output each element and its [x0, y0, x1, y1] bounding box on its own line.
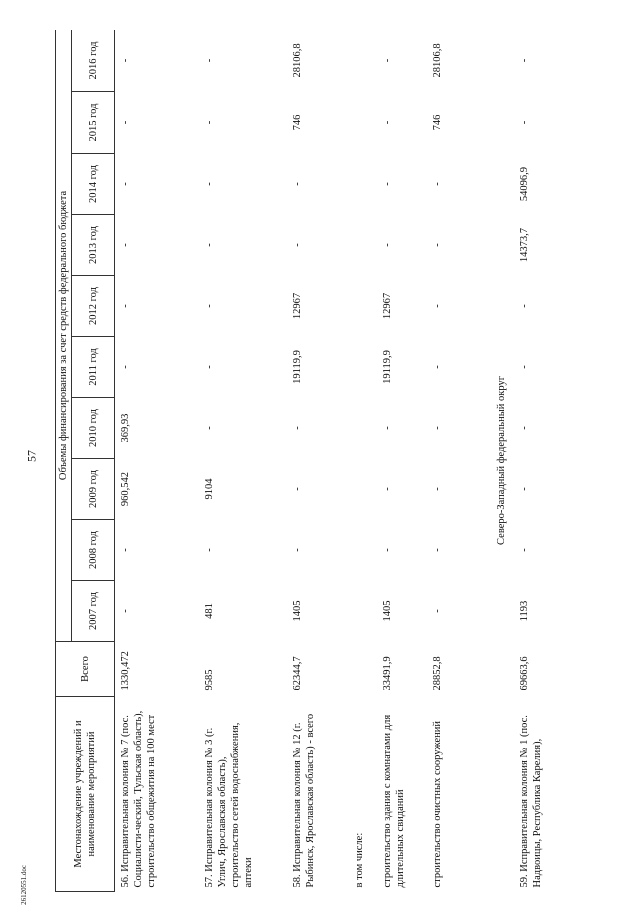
table-row — [351, 30, 377, 892]
year-cell: - — [381, 58, 393, 63]
year-header: 2007 год — [72, 581, 115, 642]
table-row — [287, 30, 351, 892]
year-cell: - — [431, 304, 443, 308]
year-cell: - — [203, 243, 215, 247]
rotated-table-container — [55, 30, 615, 892]
year-cell: - — [381, 426, 393, 430]
year-cell: 369,93 — [120, 413, 132, 443]
year-cell: 14373,7 — [518, 227, 530, 263]
year-cell: - — [291, 182, 303, 186]
year-header: 2009 год — [72, 459, 115, 520]
year-cell: - — [518, 548, 530, 552]
year-cell: - — [120, 304, 132, 308]
table-row — [199, 30, 287, 892]
year-cell: - — [431, 548, 443, 552]
table-row — [514, 30, 570, 892]
year-header: 2014 год — [72, 154, 115, 215]
year-cell: 28106,8 — [291, 43, 303, 78]
year-header: 2013 год — [72, 215, 115, 276]
page-number: 57 — [24, 450, 39, 462]
region-heading: Северо-Западный федеральный округ — [495, 375, 507, 545]
year-cell: - — [120, 365, 132, 369]
year-cell: - — [381, 243, 393, 247]
row-name: 56. Исправительная колония № 7 (пос. Социалисти-ческий, Тульская область), строительство общежития на 100 мест — [120, 710, 158, 888]
year-cell: - — [203, 182, 215, 186]
year-cell: - — [291, 487, 303, 491]
year-header: 2016 год — [72, 30, 115, 92]
year-cell: 19119,9 — [291, 350, 303, 384]
table-row — [115, 30, 199, 892]
year-cell: 1405 — [381, 600, 393, 622]
year-cell: 12967 — [381, 292, 393, 320]
header-total: Всего — [56, 642, 115, 697]
year-header: 2010 год — [72, 398, 115, 459]
year-cell: 1405 — [291, 600, 303, 622]
table-row — [377, 30, 427, 892]
year-cell: - — [381, 487, 393, 491]
year-cell: - — [431, 365, 443, 369]
year-cell: - — [431, 487, 443, 491]
row-name: строительство здания с комнатами для длительных свиданий — [381, 714, 406, 888]
year-cell: - — [518, 304, 530, 308]
year-cell: 1193 — [518, 600, 530, 622]
year-cell: - — [120, 58, 132, 63]
year-cell: - — [203, 365, 215, 369]
row-total: 28852,8 — [431, 656, 443, 691]
footer-file-code: 26120551.doc — [20, 865, 28, 905]
year-cell: 481 — [203, 603, 215, 619]
row-total: 33491,9 — [381, 656, 393, 691]
year-header: 2015 год — [72, 92, 115, 154]
year-cell: - — [381, 548, 393, 552]
year-cell: 960,542 — [120, 471, 132, 507]
year-cell: - — [381, 182, 393, 186]
year-cell: 746 — [431, 114, 443, 131]
row-total: 62344,7 — [291, 656, 303, 691]
row-name: строительство очистных сооружений — [431, 721, 443, 888]
year-cell: 12967 — [291, 292, 303, 320]
table-row — [427, 30, 489, 892]
header-federal-budget: Объемы финансирования за счет средств федерального бюджета — [56, 30, 72, 642]
year-cell: - — [518, 58, 530, 63]
document-page — [55, 30, 615, 892]
row-total — [351, 642, 377, 697]
year-cell: - — [431, 426, 443, 430]
year-cell: - — [203, 120, 215, 125]
year-cell: - — [120, 243, 132, 247]
year-cell: 28106,8 — [431, 43, 443, 78]
year-cell: - — [203, 58, 215, 63]
row-total: 69663,6 — [518, 656, 530, 691]
year-cell: - — [518, 426, 530, 430]
year-cell: - — [518, 365, 530, 369]
year-cell: - — [381, 120, 393, 125]
year-cell: - — [203, 426, 215, 430]
year-cell: - — [203, 548, 215, 552]
year-cell: - — [291, 548, 303, 552]
year-cell: - — [291, 243, 303, 247]
year-cell: - — [431, 182, 443, 186]
year-cell: - — [120, 120, 132, 125]
year-cell: 746 — [291, 114, 303, 131]
year-cell: - — [518, 487, 530, 491]
row-total: 9585 — [203, 669, 215, 691]
row-name: 59. Исправительная колония № 1 (пос. Надвоицы, Республика Карелия), — [518, 715, 543, 888]
row-name: 58. Исправительная колония № 12 (г. Рыбинск, Ярославская область) - всего — [291, 713, 316, 888]
year-header: 2011 год — [72, 337, 115, 398]
row-total: 1330,472 — [120, 651, 132, 691]
year-cell: - — [518, 120, 530, 125]
year-cell: - — [120, 609, 132, 613]
year-cell: 19119,9 — [381, 350, 393, 384]
year-header: 2012 год — [72, 276, 115, 337]
year-header: 2008 год — [72, 520, 115, 581]
year-cell: - — [203, 304, 215, 308]
row-name: 57. Исправительная колония № 3 (г. Углич, Ярославская область), строительство сетей водоснабжения, аптеки — [203, 722, 254, 888]
header-location: Местонахождение учреждений и наименование мероприятий — [56, 697, 115, 892]
financing-table — [55, 30, 570, 892]
year-cell: 54096,9 — [518, 166, 530, 202]
year-cell: - — [291, 426, 303, 430]
year-cell: - — [120, 182, 132, 186]
region-row — [489, 30, 514, 892]
year-cell: - — [120, 548, 132, 552]
year-cell: 9104 — [203, 478, 215, 500]
year-cell: - — [431, 243, 443, 247]
row-name: в том числе: — [353, 832, 365, 888]
year-cell: - — [431, 609, 443, 613]
